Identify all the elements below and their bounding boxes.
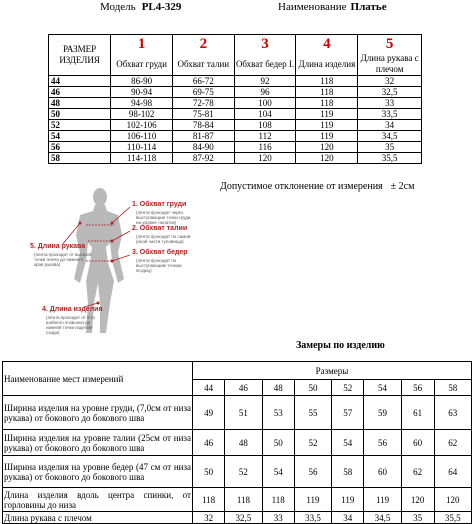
table-row: Ширина изделия на уровне груди, (7,0см от низа рукава) от бокового до бокового шва 49 51 53 55 57 59 61 63 — [3, 396, 472, 430]
size-col: 52 — [332, 380, 364, 396]
figure-label-hips: 3. Обхват бедер — [132, 249, 188, 256]
size-col: 48 — [262, 380, 294, 396]
figure-note-chest: (лента проходит через выступающие точки груди на уровне лопаток) — [136, 210, 191, 225]
size-header: РАЗМЕР ИЗДЕЛИЯ — [49, 35, 111, 76]
table-row: 54 106-110 81-87 112 119 34,5 — [49, 131, 422, 142]
product-name-header — [278, 1, 387, 13]
col-label-3: Обхват бедер I. — [234, 53, 296, 76]
table-row: Длина рукава с плечом 32 32,5 33 33,5 34 34,5 35 35,5 — [3, 512, 472, 524]
table-row: 58 114-118 87-92 120 120 35,5 — [49, 153, 422, 164]
model-value: PL4-329 — [141, 1, 182, 13]
table-row: 56 110-114 84-90 116 120 35 — [49, 142, 422, 153]
model-header — [100, 1, 181, 13]
table-row: 50 98-102 75-81 104 119 33,5 — [49, 109, 422, 120]
figure-note-waist: (лента проходит по самой узкой части туловища) — [136, 234, 191, 244]
col-label-4: Длина изделия — [296, 53, 358, 76]
measurements-col-header: Наименование мест измерений — [3, 362, 193, 396]
figure-label-waist: 2. Обхват талии — [132, 225, 188, 232]
col-num-5: 5 — [358, 35, 422, 54]
table-row: Ширина изделия на уровне бедер (47 см от низа рукава) от бокового до бокового шва 50 52 54 56 58 60 62 64 — [3, 456, 472, 488]
table-row: Длина изделия вдоль центра спинки, от горловины до низа 118 118 118 119 119 119 120 120 — [3, 488, 472, 512]
size-chart-table — [48, 34, 422, 164]
measurements-title: Замеры по изделию — [296, 340, 385, 351]
figure-label-length: 4. Длина изделия — [42, 306, 103, 313]
tolerance-label: Допустимое отклонение от измерения — [220, 181, 383, 192]
col-label-5: Длина рукава с плечом — [358, 53, 422, 76]
col-num-4: 4 — [296, 35, 358, 54]
measurement-figure — [0, 183, 250, 341]
col-label-2: Обхват талии — [172, 53, 234, 76]
size-col: 56 — [401, 380, 434, 396]
table-row: 48 94-98 72-78 100 118 33 — [49, 98, 422, 109]
size-col: 58 — [434, 380, 471, 396]
figure-note-sleeve: (лента проходит от высшей точки плеча до нижнего края рукава) — [34, 252, 92, 267]
size-col: 50 — [294, 380, 331, 396]
figure-note-length: (лента проходит от 6-го шейного позвонка до нижней точки изделия сзади) — [46, 315, 96, 335]
table-row: 52 102-106 78-84 108 119 34 — [49, 120, 422, 131]
tolerance-value: ± 2см — [390, 181, 415, 192]
sizes-header: Размеры — [193, 362, 472, 380]
name-label: Наименование — [278, 1, 347, 13]
table-row: Ширина изделия на уровне талии (25см от низа рукава) от бокового до бокового шва 46 48 50 52 54 56 60 62 — [3, 430, 472, 456]
col-label-1: Обхват груди — [111, 53, 173, 76]
size-col: 54 — [364, 380, 401, 396]
size-col: 44 — [193, 380, 225, 396]
col-num-3: 3 — [234, 35, 296, 54]
figure-label-sleeve: 5. Длина рукава — [30, 243, 86, 250]
col-num-2: 2 — [172, 35, 234, 54]
figure-note-hips: (лента проходит по выступающим точкам ягодиц) — [136, 258, 182, 273]
table-row: 46 90-94 69-75 96 118 32,5 — [49, 87, 422, 98]
model-label: Модель — [100, 1, 136, 13]
col-num-1: 1 — [111, 35, 173, 54]
name-value: Платье — [350, 1, 387, 13]
figure-label-chest: 1. Обхват груди — [132, 201, 187, 208]
table-row: 44 86-90 66-72 92 118 32 — [49, 76, 422, 87]
size-col: 46 — [225, 380, 262, 396]
garment-measurements-table — [2, 361, 472, 524]
